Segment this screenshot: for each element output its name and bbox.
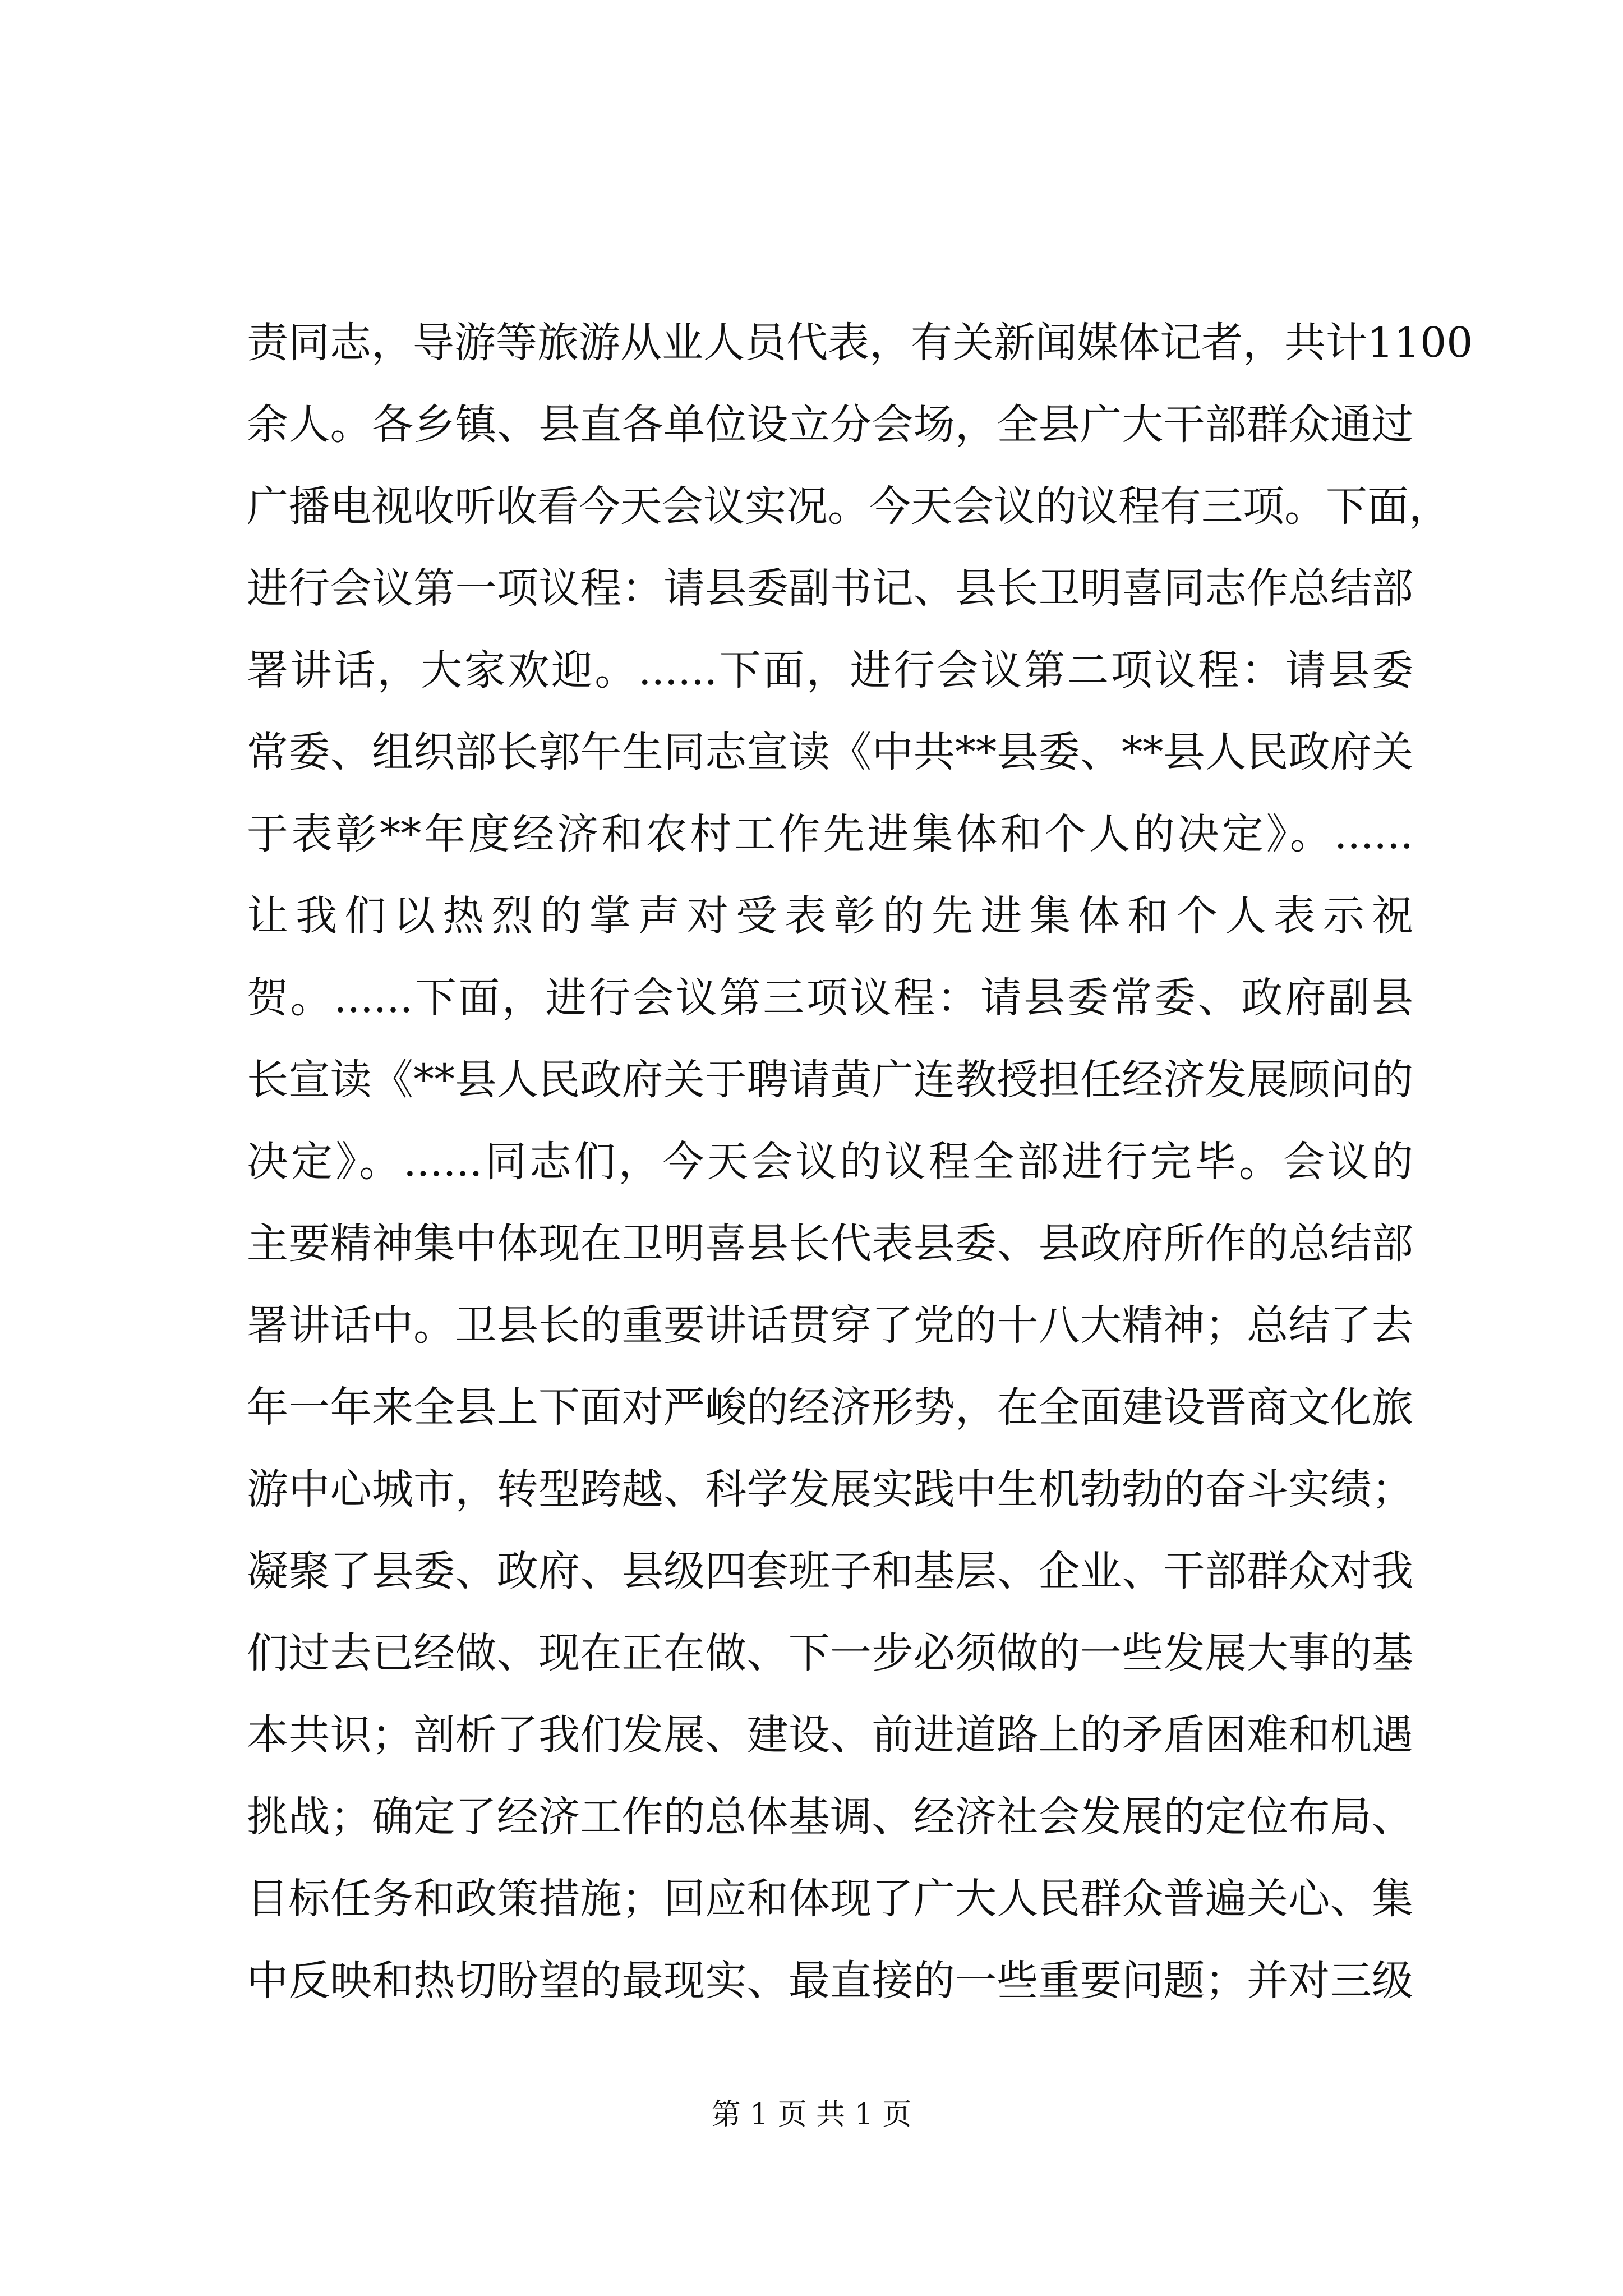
text-line: 常委、组织部长郭午生同志宣读《中共**县委、**县人民政府关 xyxy=(247,728,1413,776)
text-line: 长宣读《**县人民政府关于聘请黄广连教授担任经济发展顾问的 xyxy=(247,1056,1413,1104)
text-line: 主要精神集中体现在卫明喜县长代表县委、县政府所作的总结部 xyxy=(247,1220,1413,1268)
text-line: 凝聚了县委、政府、县级四套班子和基层、企业、干部群众对我 xyxy=(247,1547,1413,1595)
text-line: 本共识；剖析了我们发展、建设、前进道路上的矛盾困难和机遇 xyxy=(247,1711,1413,1759)
text-line: 余人。各乡镇、县直各单位设立分会场，全县广大干部群众通过 xyxy=(247,401,1413,449)
text-line: 于表彰**年度经济和农村工作先进集体和个人的决定》。...... xyxy=(247,810,1413,858)
text-line: 署讲话中。卫县长的重要讲话贯穿了党的十八大精神；总结了去 xyxy=(247,1301,1413,1350)
text-line: 中反映和热切盼望的最现实、最直接的一些重要问题；并对三级 xyxy=(247,1957,1413,2005)
text-line: 广播电视收听收看今天会议实况。今天会议的议程有三项。下面， xyxy=(247,482,1450,531)
page-footer: 第 1 页 共 1 页 xyxy=(711,2098,912,2132)
text-line: 挑战；确定了经济工作的总体基调、经济社会发展的定位布局、 xyxy=(247,1793,1413,1841)
text-line: 们过去已经做、现在正在做、下一步必须做的一些发展大事的基 xyxy=(247,1629,1413,1677)
text-line: 游中心城市，转型跨越、科学发展实践中生机勃勃的奋斗实绩； xyxy=(247,1465,1413,1513)
text-line: 进行会议第一项议程：请县委副书记、县长卫明喜同志作总结部 xyxy=(247,564,1413,613)
body-text xyxy=(247,302,1473,2022)
text-line: 署讲话，大家欢迎。......下面，进行会议第二项议程：请县委 xyxy=(247,646,1413,694)
text-line: 责同志，导游等旅游从业人员代表，有关新闻媒体记者，共计1100 xyxy=(247,319,1473,367)
text-line: 决定》。......同志们，今天会议的议程全部进行完毕。会议的 xyxy=(247,1138,1413,1186)
text-line: 让我们以热烈的掌声对受表彰的先进集体和个人表示祝 xyxy=(247,892,1413,940)
text-line: 贺。......下面，进行会议第三项议程：请县委常委、政府副县 xyxy=(247,974,1413,1022)
text-line: 目标任务和政策措施；回应和体现了广大人民群众普遍关心、集 xyxy=(247,1875,1413,1923)
text-line: 年一年来全县上下面对严峻的经济形势，在全面建设晋商文化旅 xyxy=(247,1383,1413,1432)
